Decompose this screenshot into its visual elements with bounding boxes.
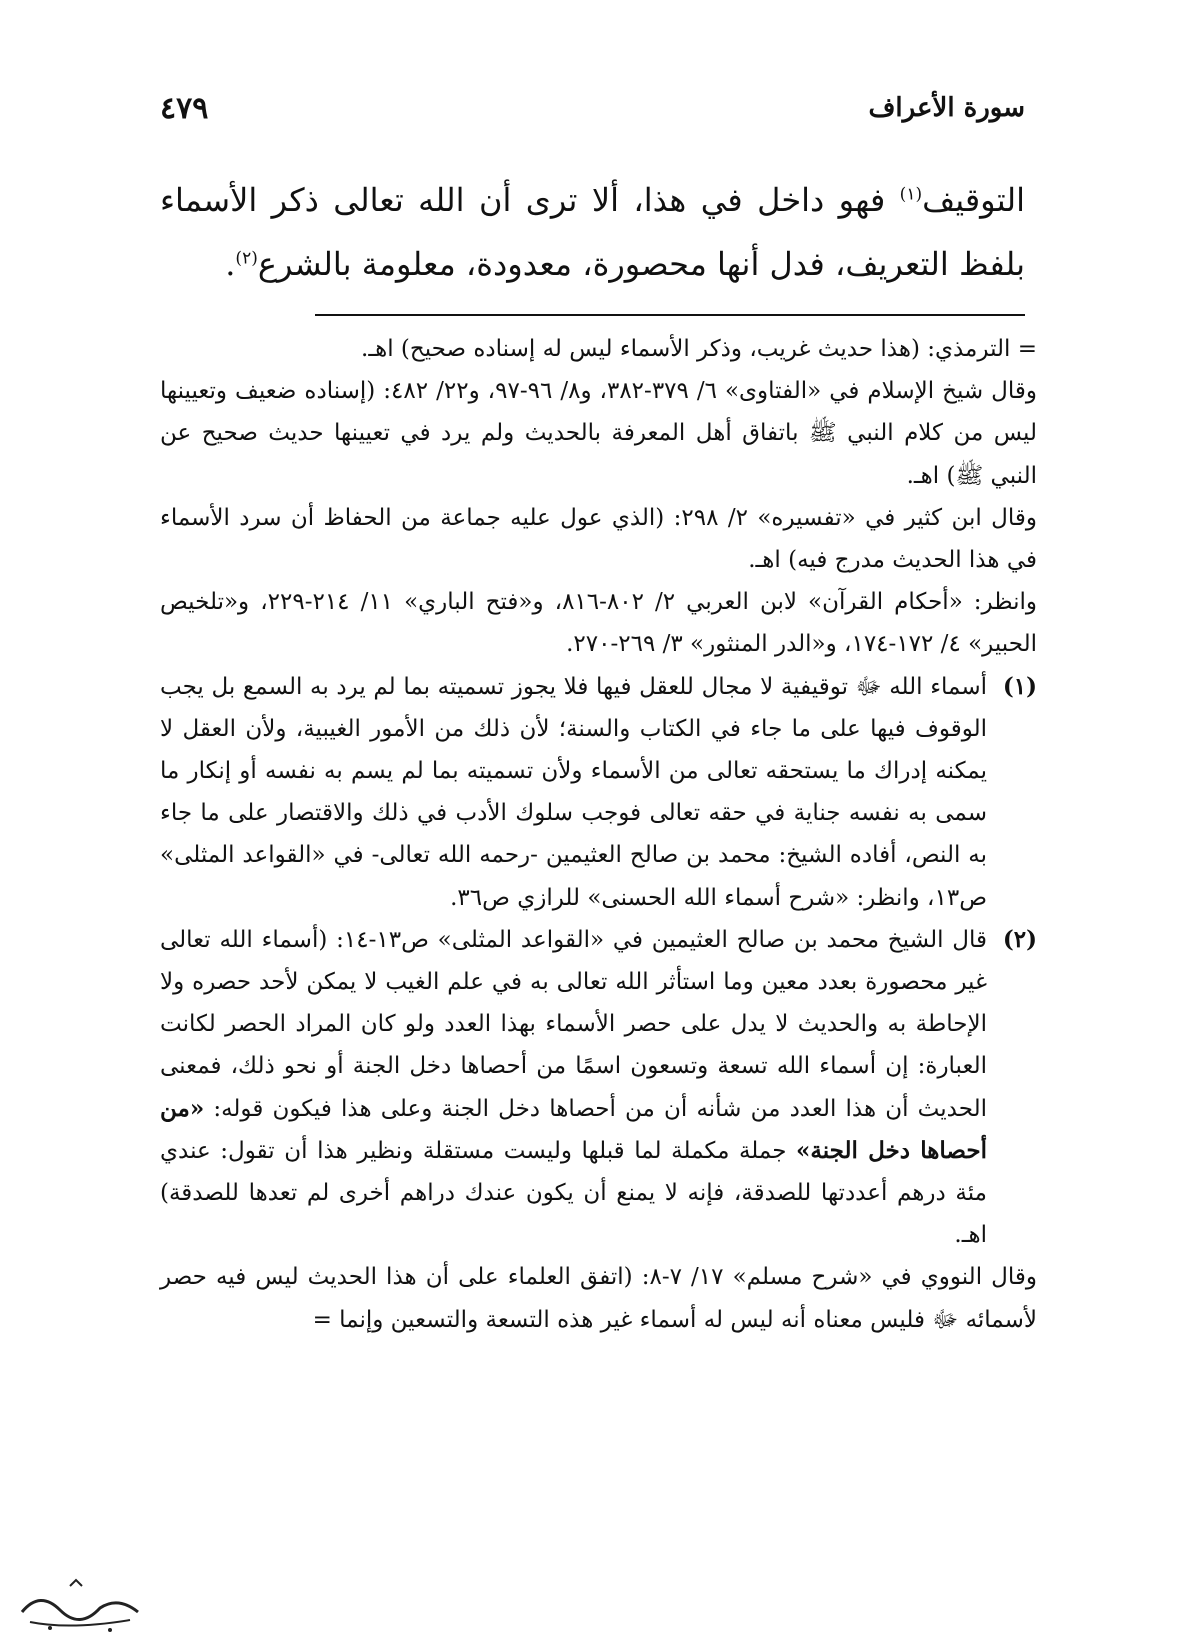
footnote-2-text-before: قال الشيخ محمد بن صالح العثيمين في «القواعد المثلى» ص١٣-١٤: (أسماء الله تعالى غير محصورة بعدد معين وما استأثر الله تعالى به في علم الغيب لا يمكن لأحد حصره ولا الإحاطة به والحديث لا يدل على حصر الأسماء بهذا العدد ولو كان المراد الحصر لكانت العبارة: إن أسماء الله تسعة وتسعون اسمًا من أحصاها دخل الجنة أو نحو ذلك، فمعنى الحديث أن هذا العدد من شأنه أن من أحصاها دخل الجنة وعلى هذا فيكون قوله: [160,926,987,1122]
footnote-2-number: (٢) [1002,925,1037,953]
surah-title: سورة الأعراف [868,93,1025,123]
footnote-2-hadith-quote: «من أحصاها دخل الجنة» [160,1094,987,1164]
footnote-2-text [160,919,987,1257]
footnote-1 [160,666,1037,919]
footnote-1-text: أسماء الله ﷻ توقيفية لا مجال للعقل فيها فلا يجوز تسميته بما لم يرد به السمع بل يجب الوقوف فيها على ما جاء في الكتاب والسنة؛ لأن ذلك من الأمور الغيبية، ولأن العقل لا يمكنه إدراك ما يستحقه تعالى من الأسماء ولأن تسميته بما لم يسم به نفسه أو إنكار ما سمى به نفسه جناية في حقه تعالى فوجب سلوك الأدب في ذلك والاقتصار على ما جاء به النص، أفاده الشيخ: محمد بن صالح العثيمين -رحمه الله تعالى- في «القواعد المثلى» ص١٣، وانظر: «شرح أسماء الله الحسنى» للرازي ص٣٦. [160,673,987,911]
footnote-continuation-paragraph: وانظر: «أحكام القرآن» لابن العربي ٢/ ٨٠٢-٨١٦، و«فتح الباري» ١١/ ٢١٤-٢٢٩، و«تلخيص الحبير» ٤/ ١٧٢-١٧٤، و«الدر المنثور» ٣/ ٢٦٩-٢٧٠. [160,589,1038,658]
footnote-separator [315,314,1025,316]
main-text-part2: فهو داخل في هذا، ألا ترى أن الله تعالى ذكر الأسماء بلفظ التعريف، فدل أنها محصورة، معدودة، معلومة بالشرع [160,181,1025,283]
running-header [160,88,1025,128]
page-number: ٤٧٩ [160,90,209,126]
footnote-ref-2: (٢) [235,248,258,269]
footnote-continuation-paragraph: وقال ابن كثير في «تفسيره» ٢/ ٢٩٨: (الذي عول عليه جماعة من الحفاظ أن سرد الأسماء في هذا الحديث مدرج فيه) اهـ. [160,504,1037,574]
footnotes [160,328,1037,1341]
main-text [160,168,1025,296]
footnote-1-number: (١) [1002,672,1037,700]
main-text-part1: التوقيف [922,181,1025,219]
footnote-continuation-paragraph: وقال شيخ الإسلام في «الفتاوى» ٦/ ٣٧٩-٣٨٢، و٨/ ٩٦-٩٧، و٢٢/ ٤٨٢: (إسناده ضعيف وتعيينها ليس من كلام النبي ﷺ باتفاق أهل المعرفة بالحديث ولم يرد في تعيينها حديث صحيح عن النبي ﷺ) اهـ. [160,378,1038,489]
footnote-ref-1: (١) [899,184,923,205]
footnote-2-text-after: جملة مكملة لما قبلها وليست مستقلة ونظير هذا أن تقول: عندي مئة درهم أعددتها للصدقة، فإنه لا يمنع أن يكون عندك دراهم أخرى لم تعدها للصدقة) اهـ. [160,1137,988,1249]
footnote-2 [160,919,1037,1257]
main-paragraph [160,168,1025,296]
main-text-part3: . [225,245,236,283]
library-watermark-logo [10,1572,150,1642]
footnote-continuation-line: = الترمذي: (هذا حديث غريب، وذكر الأسماء ليس له إسناده صحيح) اهـ. [361,336,1037,362]
footnote-2-continuation: وقال النووي في «شرح مسلم» ١٧/ ٧-٨: (اتفق العلماء على أن هذا الحديث ليس فيه حصر لأسمائه ﷻ فليس معناه أنه ليس له أسماء غير هذه التسعة والتسعين وإنما = [160,1264,1037,1333]
